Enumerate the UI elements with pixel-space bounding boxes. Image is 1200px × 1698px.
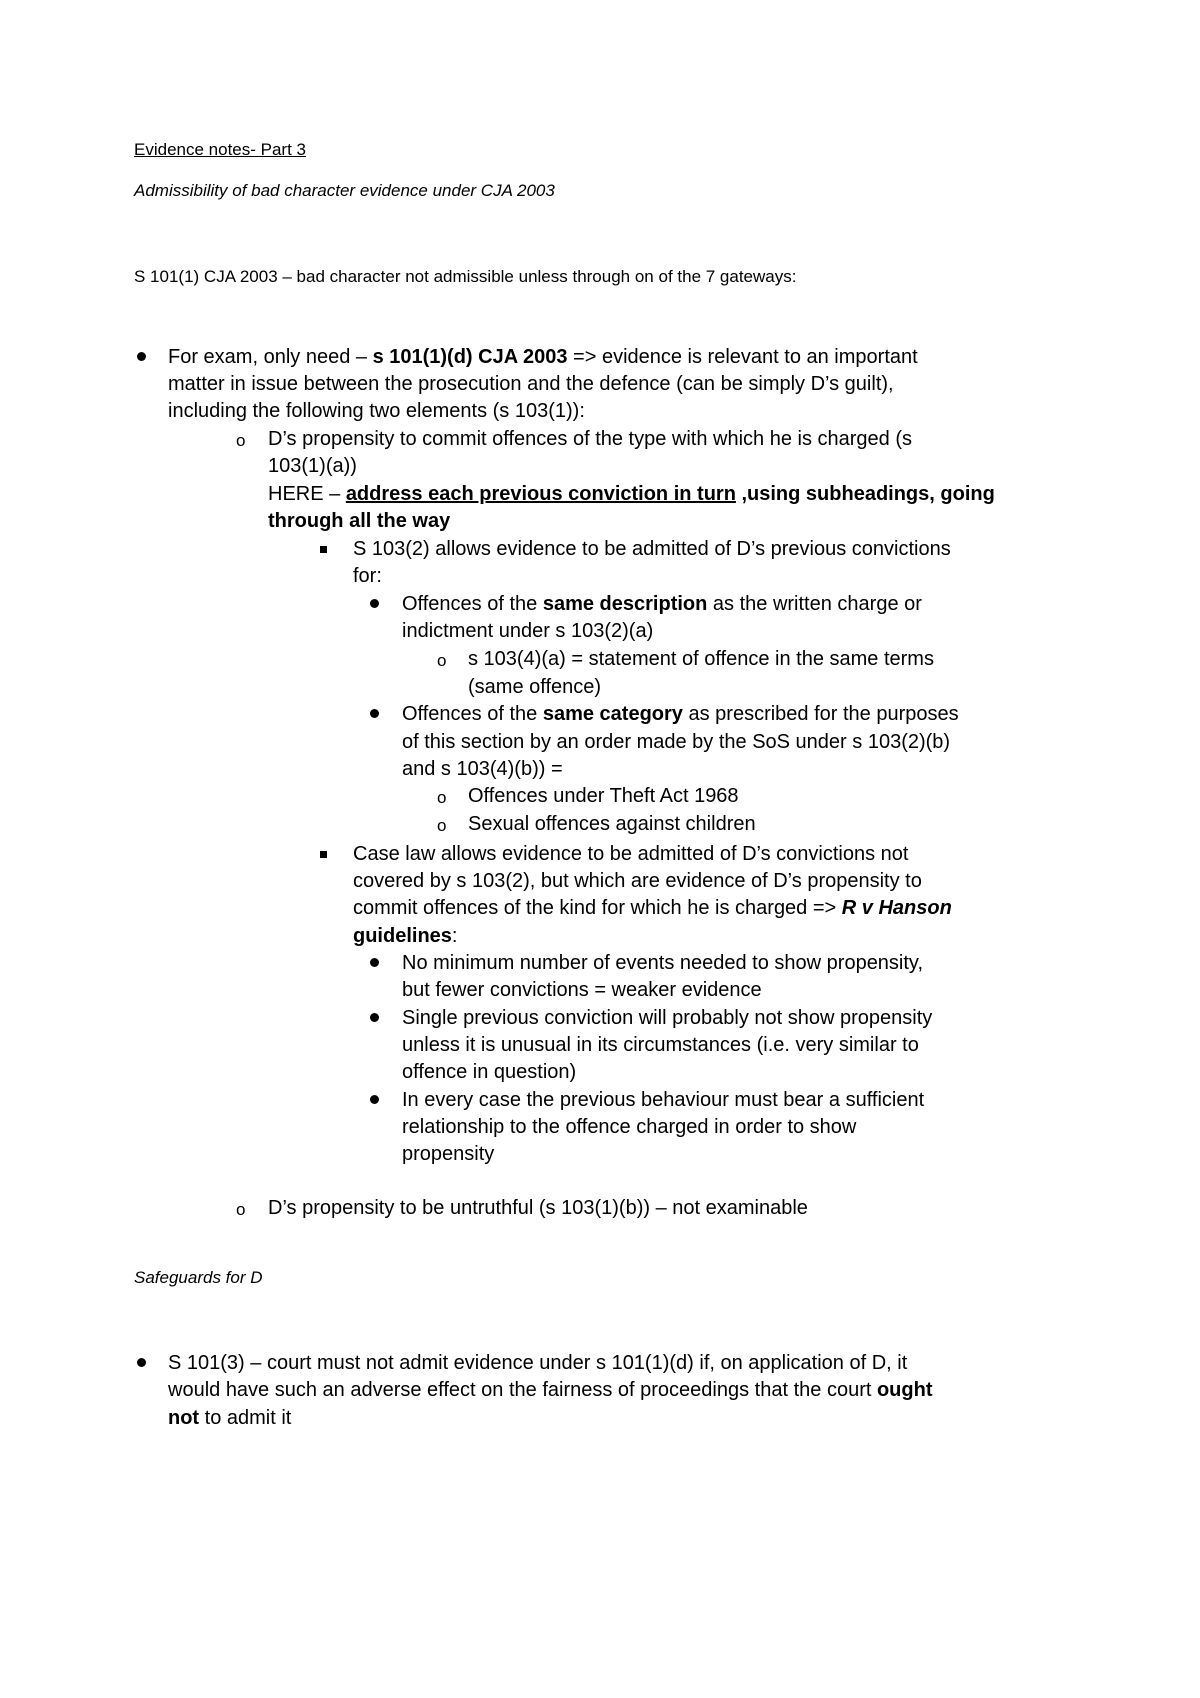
intro-paragraph: S 101(1) CJA 2003 – bad character not admissible unless through on of the 7 gateways:	[134, 267, 797, 286]
circle-4: Sexual offences against children	[468, 813, 756, 835]
bullet-icon	[137, 1358, 146, 1367]
circle-1-line-2: 103(1)(a))	[268, 455, 357, 477]
bullet-icon	[370, 599, 379, 608]
dot-5-line-1: In every case the previous behaviour must bear a sufficient	[402, 1089, 925, 1111]
square-2-line-1: Case law allows evidence to be admitted of D’s convictions not	[353, 843, 909, 865]
bullet-icon	[370, 1013, 379, 1022]
circle-bullet-icon: o	[437, 651, 447, 670]
bullet-2-line-2	[168, 1375, 933, 1405]
circle-bullet-icon: o	[437, 788, 447, 807]
square-2-line-4	[353, 921, 457, 951]
bullet-1-line-3: including the following two elements (s 103(1)):	[168, 400, 585, 422]
dot-3-line-1: No minimum number of events needed to show propensity,	[402, 952, 924, 974]
square-bullet-icon	[320, 546, 327, 553]
bullet-icon	[137, 352, 146, 361]
dot-2-line-1	[402, 699, 959, 729]
emphasis-bold: same category	[542, 703, 683, 725]
dot-2-line-2: of this section by an order made by the SoS under s 103(2)(b)	[402, 731, 951, 753]
square-2-line-3	[353, 893, 952, 923]
text-span: commit offences of the kind for which he is charged =>	[353, 897, 842, 919]
square-1-line-2: for:	[353, 565, 382, 587]
text-span: :	[451, 925, 458, 947]
dot-5-line-2: relationship to the offence charged in order to show	[402, 1116, 857, 1138]
emphasis-bold: not	[168, 1407, 200, 1429]
circle-3: Offences under Theft Act 1968	[468, 785, 739, 807]
text-span: to admit it	[199, 1407, 292, 1429]
dot-1-line-1	[402, 589, 922, 619]
circle-1-line-3	[268, 479, 995, 509]
dot-3-line-2: but fewer convictions = weaker evidence	[402, 979, 762, 1001]
circle-1-line-4: through all the way	[268, 510, 451, 532]
dot-1-line-2: indictment under s 103(2)(a)	[402, 620, 654, 642]
bullet-2-line-3	[168, 1403, 291, 1433]
text-span: HERE –	[268, 483, 346, 505]
circle-bullet-icon: o	[236, 1200, 246, 1219]
section-heading-safeguards: Safeguards for D	[134, 1268, 263, 1287]
square-1-line-1: S 103(2) allows evidence to be admitted of D’s previous convictions	[353, 538, 951, 560]
circle-2-line-2: (same offence)	[468, 676, 602, 698]
emphasis-bold: ought	[876, 1379, 933, 1401]
dot-5-line-3: propensity	[402, 1143, 495, 1165]
square-bullet-icon	[320, 851, 327, 858]
text-span: Offences of the	[402, 703, 543, 725]
text-span: would have such an adverse effect on the fairness of proceedings that the court	[168, 1379, 877, 1401]
bullet-icon	[370, 709, 379, 718]
statute-reference: s 101(1)(d) CJA 2003	[372, 346, 568, 368]
bullet-icon	[370, 1095, 379, 1104]
text-span: ,using subheadings, going	[735, 483, 995, 505]
dot-4-line-1: Single previous conviction will probably not show propensity	[402, 1007, 933, 1029]
emphasis-underlined: address each previous conviction in turn	[345, 483, 736, 505]
circle-untruthful: D’s propensity to be untruthful (s 103(1)(b)) – not examinable	[268, 1197, 808, 1219]
dot-4-line-2: unless it is unusual in its circumstances (i.e. very similar to	[402, 1034, 919, 1056]
square-2-line-2: covered by s 103(2), but which are evidence of D’s propensity to	[353, 870, 922, 892]
dot-2-line-3: and s 103(4)(b)) =	[402, 758, 563, 780]
circle-1-line-1: D’s propensity to commit offences of the type with which he is charged (s	[268, 428, 913, 450]
text-span: as prescribed for the purposes	[682, 703, 959, 725]
text-span: For exam, only need –	[168, 346, 373, 368]
bullet-2-line-1: S 101(3) – court must not admit evidence under s 101(1)(d) if, on application of D, it	[168, 1352, 908, 1374]
bullet-1-line-1	[168, 342, 918, 372]
bullet-1-line-2: matter in issue between the prosecution and the defence (can be simply D’s guilt),	[168, 373, 894, 395]
circle-2-line-1: s 103(4)(a) = statement of offence in the same terms	[468, 648, 934, 670]
emphasis-bold: same description	[542, 593, 708, 615]
dot-4-line-3: offence in question)	[402, 1061, 577, 1083]
text-span: => evidence is relevant to an important	[567, 346, 918, 368]
bullet-icon	[370, 958, 379, 967]
section-heading-admissibility: Admissibility of bad character evidence under CJA 2003	[134, 181, 555, 200]
page-title: Evidence notes- Part 3	[134, 140, 306, 159]
circle-bullet-icon: o	[236, 431, 246, 450]
text-span: Offences of the	[402, 593, 543, 615]
emphasis-bold: guidelines	[353, 925, 452, 947]
case-name: R v Hanson	[841, 897, 952, 919]
text-span: as the written charge or	[707, 593, 922, 615]
circle-bullet-icon: o	[437, 816, 447, 835]
